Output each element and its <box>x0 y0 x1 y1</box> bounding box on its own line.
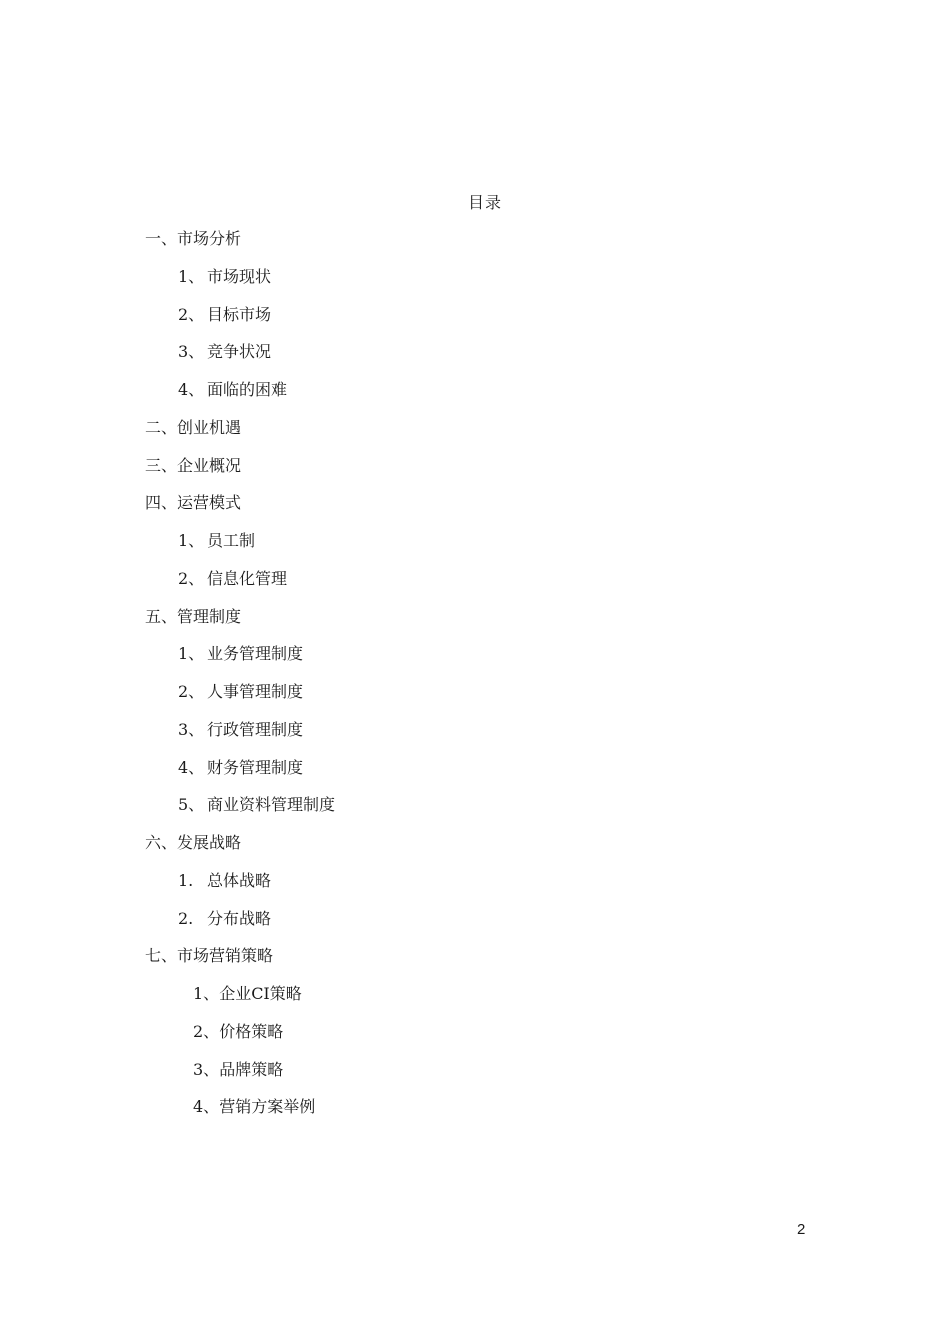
toc-number: 3、 <box>193 1059 220 1079</box>
toc-section <box>145 606 335 644</box>
toc-section <box>145 832 335 870</box>
toc-label: 业务管理制度 <box>207 644 304 664</box>
toc-subsection <box>145 757 335 795</box>
toc-number: 2、 <box>178 682 205 701</box>
toc-subsection <box>145 870 335 908</box>
toc-label: 企业CI策略 <box>219 984 302 1003</box>
toc-label: 营销方案举例 <box>219 1097 316 1117</box>
toc-section <box>145 228 335 266</box>
toc-number: 2. <box>178 908 194 928</box>
toc-number: 2、 <box>178 304 205 324</box>
toc-section <box>145 417 335 455</box>
toc-label: 管理制度 <box>177 606 242 626</box>
toc-subsection <box>145 719 335 757</box>
toc-subsection <box>145 908 335 946</box>
toc-label: 人事管理制度 <box>207 682 304 701</box>
toc-label: 商业资料管理制度 <box>207 795 336 815</box>
toc-section <box>145 492 335 530</box>
toc-section <box>145 455 335 493</box>
toc-label: 运营模式 <box>177 493 242 513</box>
toc-label: 面临的困难 <box>207 380 288 399</box>
toc-number: 四、 <box>145 493 178 513</box>
toc-label: 财务管理制度 <box>207 757 304 777</box>
toc-subsection <box>145 530 335 568</box>
toc-label: 分布战略 <box>207 908 272 928</box>
toc-number: 1、 <box>178 644 205 664</box>
toc-number: 4、 <box>193 1097 220 1117</box>
toc-label: 市场分析 <box>177 229 242 248</box>
toc-subsection <box>145 341 335 379</box>
toc-subsection <box>145 568 335 606</box>
toc-subsection <box>145 681 335 719</box>
toc-label: 信息化管理 <box>207 568 288 588</box>
toc-number: 1、 <box>178 531 205 550</box>
page-number: 2 <box>797 1221 806 1238</box>
toc-label: 企业概况 <box>177 455 242 475</box>
toc-subsection <box>145 379 335 417</box>
toc-label: 竞争状况 <box>207 342 272 362</box>
toc-number: 3、 <box>178 342 205 362</box>
toc-number: 3、 <box>178 719 205 739</box>
toc-subsection <box>145 794 335 832</box>
toc-label: 员工制 <box>207 531 256 550</box>
toc-label: 总体战略 <box>207 870 272 890</box>
toc-number: 4、 <box>178 757 205 777</box>
toc-number: 五、 <box>145 606 178 626</box>
table-of-contents <box>145 228 335 1134</box>
page-title: 目录 <box>467 193 502 212</box>
toc-label: 行政管理制度 <box>207 719 304 739</box>
toc-number: 4、 <box>178 380 205 399</box>
toc-label: 目标市场 <box>207 304 272 324</box>
toc-subsection <box>145 643 335 681</box>
toc-label: 品牌策略 <box>219 1059 284 1079</box>
toc-number: 1. <box>178 870 194 890</box>
toc-number: 2、 <box>193 1021 220 1041</box>
toc-subsection <box>145 1096 335 1134</box>
toc-number: 2、 <box>178 568 205 588</box>
toc-subsection <box>145 1021 335 1059</box>
toc-number: 二、 <box>145 417 178 437</box>
toc-label: 价格策略 <box>219 1021 284 1041</box>
toc-subsection <box>145 266 335 304</box>
toc-label: 市场现状 <box>207 266 272 286</box>
toc-label: 市场营销策略 <box>177 946 274 966</box>
toc-number: 三、 <box>145 455 178 475</box>
toc-number: 1、 <box>193 984 220 1003</box>
toc-number: 一、 <box>145 229 178 248</box>
toc-label: 创业机遇 <box>177 417 242 437</box>
toc-section <box>145 945 335 983</box>
toc-number: 六、 <box>145 833 178 852</box>
toc-subsection <box>145 304 335 342</box>
toc-number: 1、 <box>178 266 205 286</box>
toc-number: 5、 <box>178 795 205 815</box>
toc-subsection <box>145 1059 335 1097</box>
toc-number: 七、 <box>145 946 178 966</box>
toc-subsection <box>145 983 335 1021</box>
toc-label: 发展战略 <box>177 833 242 852</box>
